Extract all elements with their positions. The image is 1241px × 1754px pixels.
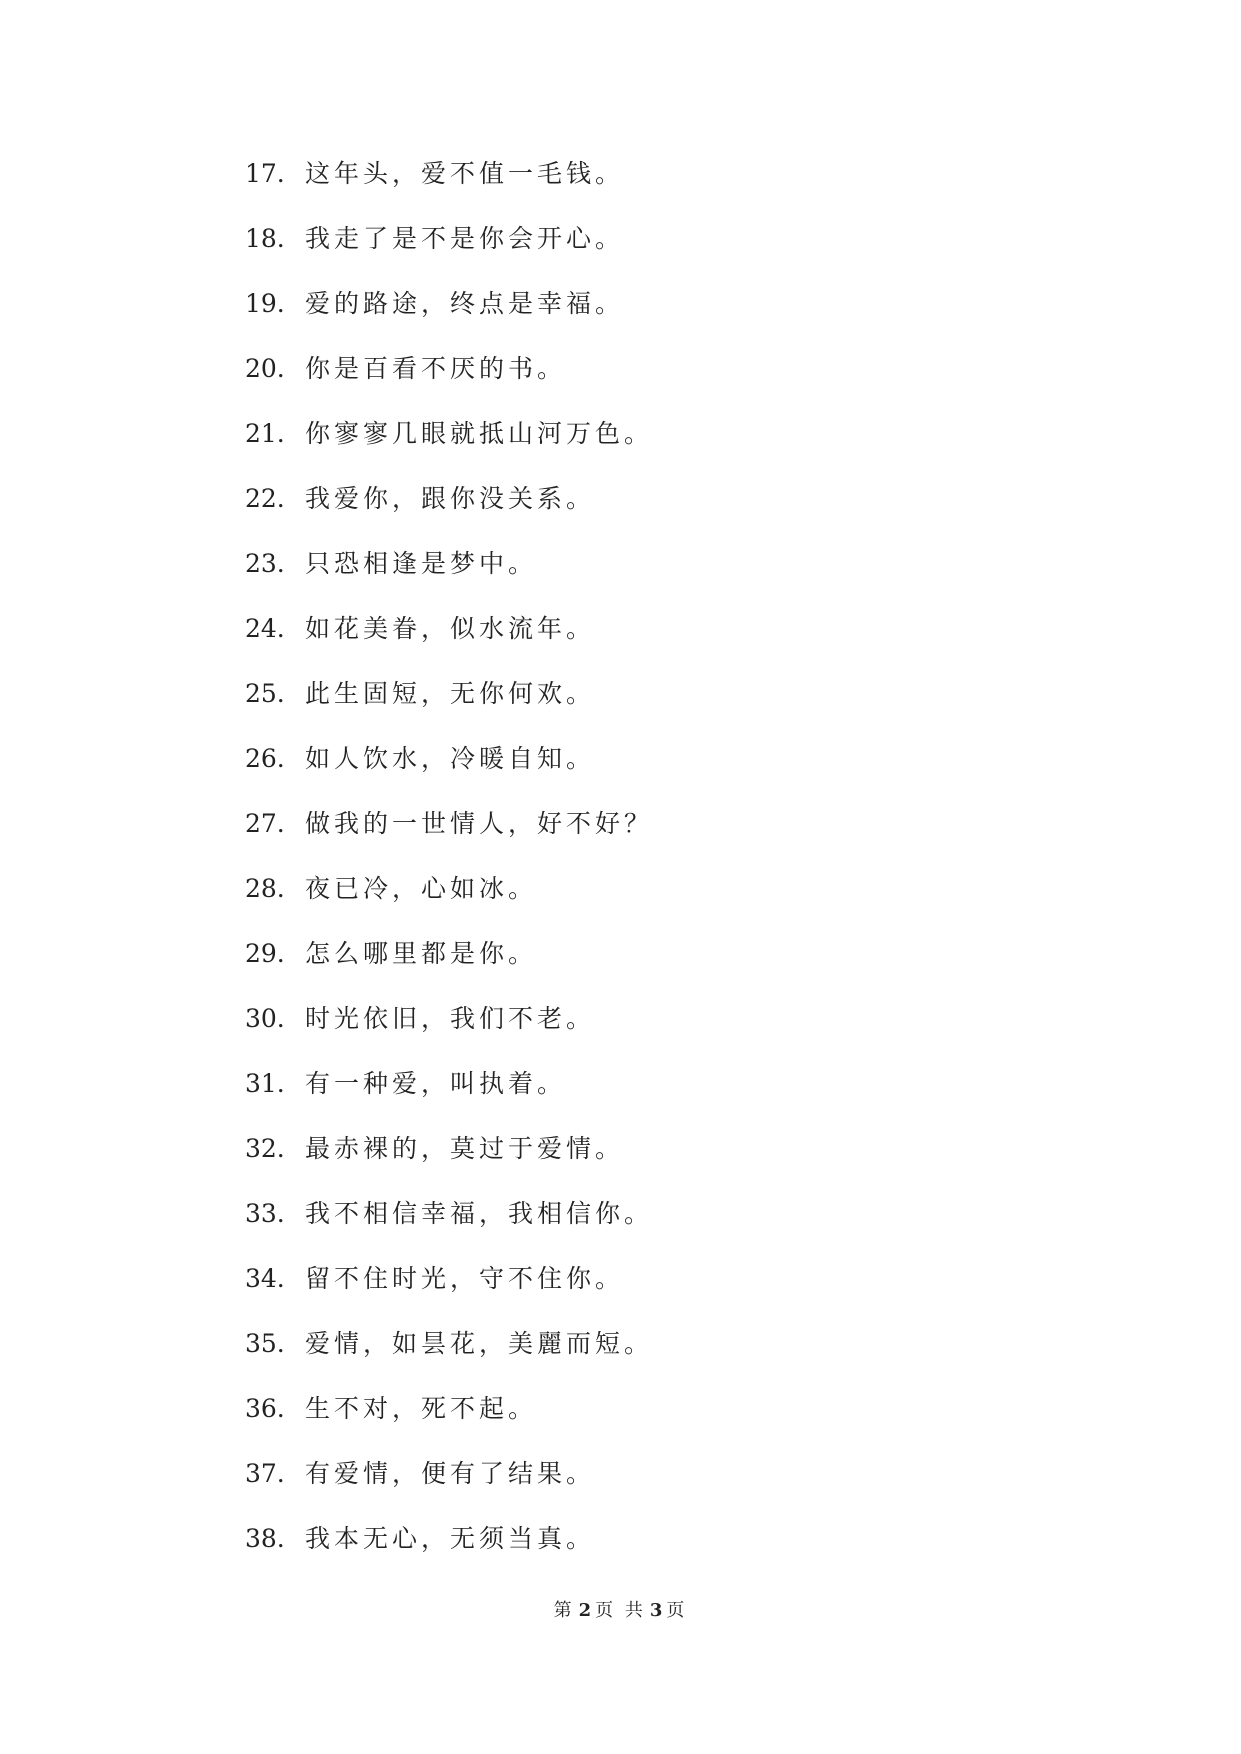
item-number: 31. [245, 1069, 285, 1098]
list-item [245, 1391, 653, 1456]
item-number: 29. [245, 939, 285, 968]
item-number: 37. [245, 1459, 285, 1488]
list-item [245, 1001, 653, 1066]
item-number: 27. [245, 809, 285, 838]
item-number: 35. [245, 1329, 285, 1358]
current-page-number: 2 [578, 1600, 592, 1621]
list-item [245, 1326, 653, 1391]
item-number: 25. [245, 679, 285, 708]
list-item [245, 741, 653, 806]
item-number: 19. [245, 289, 285, 318]
item-text: 做我的一世情人，好不好？ [305, 809, 654, 838]
list-item [245, 156, 653, 221]
list-item [245, 351, 653, 416]
item-text: 如花美眷，似水流年。 [305, 614, 596, 643]
list-item [245, 806, 653, 871]
list-item [245, 936, 653, 1001]
item-text: 我爱你，跟你没关系。 [305, 484, 596, 513]
item-number: 21. [245, 419, 285, 448]
item-text: 此生固短，无你何欢。 [305, 679, 596, 708]
item-text: 我本无心，无须当真。 [305, 1524, 596, 1553]
item-text: 我走了是不是你会开心。 [305, 224, 625, 253]
item-text: 爱情，如昙花，美麗而短。 [305, 1329, 654, 1358]
footer-suffix: 页 [666, 1600, 688, 1621]
item-number: 24. [245, 614, 285, 643]
item-number: 22. [245, 484, 285, 513]
list-item [245, 1521, 653, 1586]
item-text: 如人饮水，冷暖自知。 [305, 744, 596, 773]
item-number: 36. [245, 1394, 285, 1423]
item-text: 爱的路途，终点是幸福。 [305, 289, 625, 318]
item-number: 17. [245, 159, 285, 188]
item-number: 30. [245, 1004, 285, 1033]
list-item [245, 416, 653, 481]
item-text: 有爱情，便有了结果。 [305, 1459, 596, 1488]
item-text: 我不相信幸福，我相信你。 [305, 1199, 654, 1228]
list-item [245, 286, 653, 351]
item-text: 你寥寥几眼就抵山河万色。 [305, 419, 654, 448]
item-number: 38. [245, 1524, 285, 1553]
item-number: 32. [245, 1134, 285, 1163]
list-item [245, 1131, 653, 1196]
item-number: 23. [245, 549, 285, 578]
list-item [245, 676, 653, 741]
item-number: 28. [245, 874, 285, 903]
page-footer [0, 1596, 1241, 1622]
list-item [245, 1261, 653, 1326]
item-text: 怎么哪里都是你。 [305, 939, 538, 968]
item-number: 20. [245, 354, 285, 383]
item-number: 18. [245, 224, 285, 253]
list-item [245, 1456, 653, 1521]
item-text: 这年头，爱不值一毛钱。 [305, 159, 625, 188]
item-number: 34. [245, 1264, 285, 1293]
item-text: 夜已冷，心如冰。 [305, 874, 538, 903]
item-text: 最赤裸的，莫过于爱情。 [305, 1134, 625, 1163]
item-text: 留不住时光，守不住你。 [305, 1264, 625, 1293]
item-text: 有一种爱，叫执着。 [305, 1069, 567, 1098]
list-item [245, 611, 653, 676]
list-item [245, 1066, 653, 1131]
list-item [245, 546, 653, 611]
quote-list [245, 156, 653, 1586]
item-number: 26. [245, 744, 285, 773]
item-text: 时光依旧，我们不老。 [305, 1004, 596, 1033]
list-item [245, 871, 653, 936]
list-item [245, 1196, 653, 1261]
item-text: 只恐相逢是梦中。 [305, 549, 538, 578]
list-item [245, 481, 653, 546]
item-text: 你是百看不厌的书。 [305, 354, 567, 383]
item-text: 生不对，死不起。 [305, 1394, 538, 1423]
list-item [245, 221, 653, 286]
item-number: 33. [245, 1199, 285, 1228]
footer-middle: 页 共 [595, 1600, 646, 1621]
footer-prefix: 第 [553, 1600, 575, 1621]
total-pages-number: 3 [649, 1600, 663, 1621]
